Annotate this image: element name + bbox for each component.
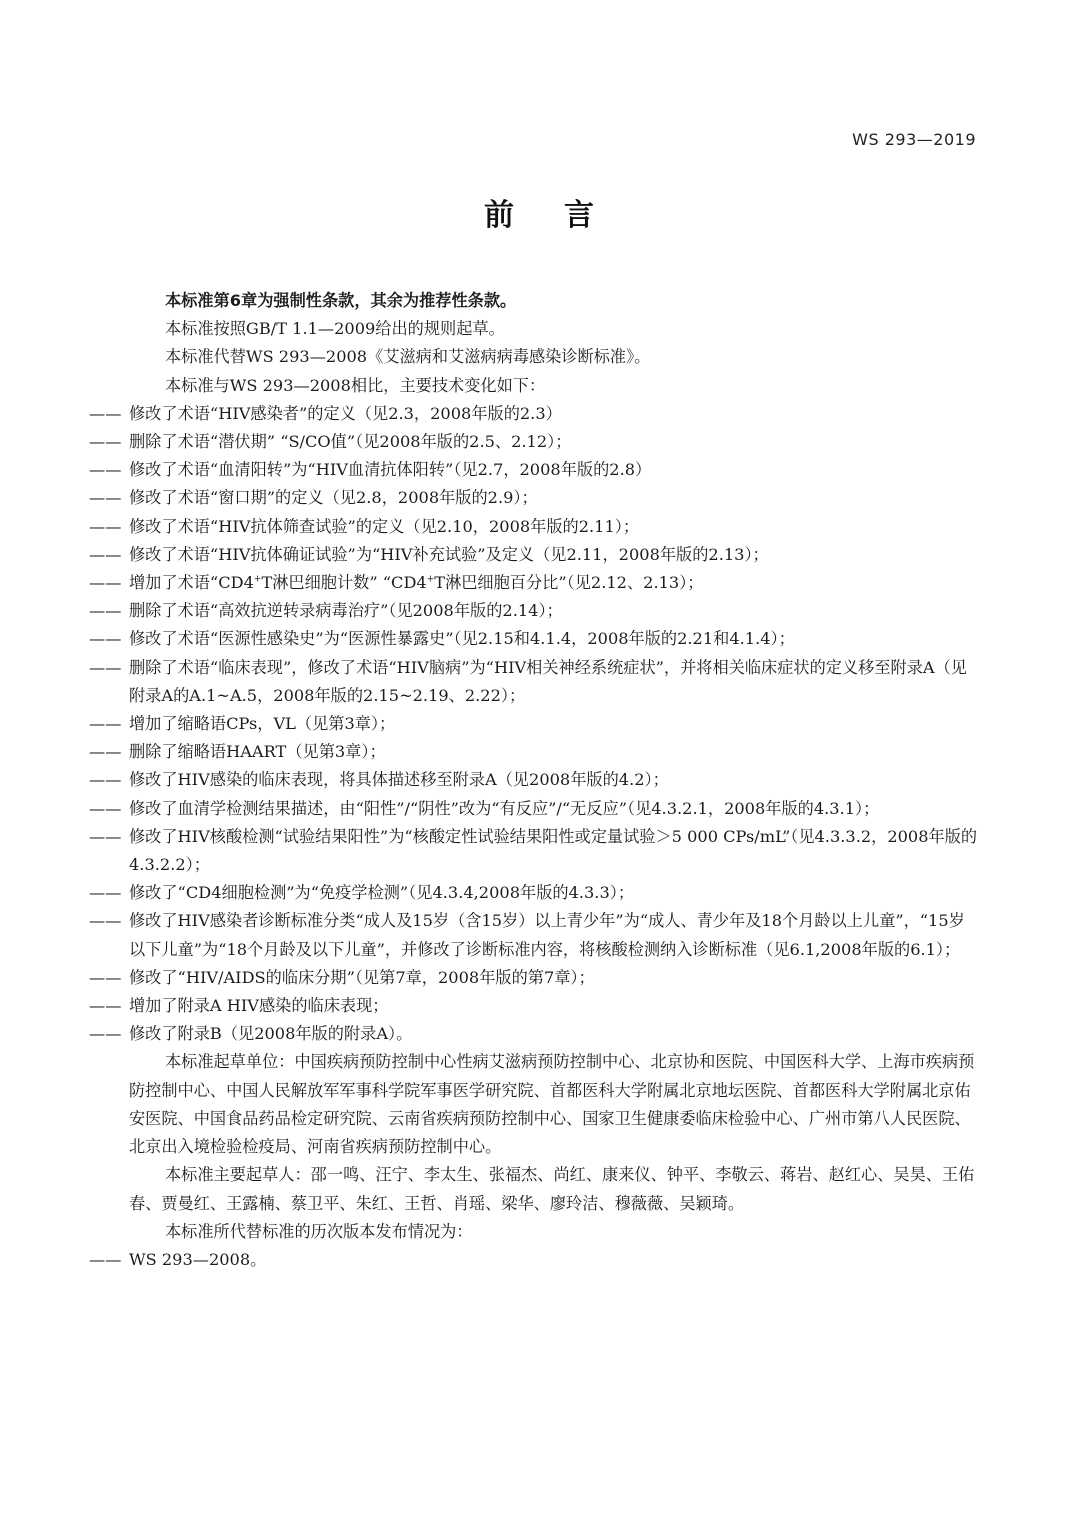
change-item: —— 增加了缩略语CPs，VL（见第3章）； [89, 714, 396, 734]
change-item: —— 修改了术语“HIV感染者”的定义（见2.3，2008年版的2.3） [89, 403, 562, 423]
mandatory-clause-paragraph: 本标准第6章为强制性条款，其余为推荐性条款。 [165, 291, 517, 310]
change-item: —— 修改了“HIV/AIDS的临床分期”（见第7章，2008年版的第7章）； [89, 967, 595, 987]
drafting-rules-paragraph: 本标准按照GB/T 1.1—2009给出的规则起草。 [165, 319, 505, 339]
change-item: —— 修改了术语“医源性感染史”为“医源性暴露史”（见2.15和4.1.4，2008年版的2.21和4.1.4）； [89, 629, 795, 649]
drafters-paragraph: 本标准主要起草人：邵一鸣、汪宁、李太生、张福杰、尚红、康来仪、钟平、李敬云、蒋岩、赵红心、吴昊、王佑春、贾曼红、王露楠、蔡卫平、朱红、王哲、肖瑶、梁华、廖玲洁、穆薇薇、吴颖琦。 [129, 1165, 975, 1213]
change-item: —— 增加了附录A HIV感染的临床表现； [89, 996, 389, 1016]
title-char-2: 言 [564, 198, 596, 233]
page-title [0, 190, 1080, 234]
change-item: —— 删除了术语“高效抗逆转录病毒治疗”（见2008年版的2.14）； [89, 601, 563, 621]
change-item: —— 修改了HIV感染者诊断标准分类“成人及15岁（含15岁）以上青少年”为“成人、青少年及18个月龄以上儿童”，“15岁以下儿童”为“18个月龄及以下儿童”，并修改了诊断标准内容，将核酸检测纳入诊断标准（见6.1,2008年版的6.1）； [89, 911, 965, 959]
change-item: —— 删除了术语“临床表现”，修改了术语“HIV脑病”为“HIV相关神经系统症状”，并将相关临床症状的定义移至附录A（见附录A的A.1~A.5，2008年版的2.15~2.19、2.22）； [89, 657, 967, 705]
change-item: —— 修改了“CD4细胞检测”为“免疫学检测”（见4.3.4,2008年版的4.3.3）； [89, 883, 635, 903]
change-item: —— 修改了血清学检测结果描述，由“阳性”/“阴性”改为“有反应”/“无反应”（见4.3.2.1，2008年版的4.3.1）； [89, 798, 880, 818]
history-intro-paragraph: 本标准所代替标准的历次版本发布情况为： [165, 1221, 473, 1241]
history-item: —— WS 293—2008。 [89, 1249, 267, 1269]
changes-intro-paragraph: 本标准与WS 293—2008相比，主要技术变化如下： [165, 375, 546, 395]
title-char-1: 前 [484, 198, 516, 233]
change-item: —— 删除了术语“潜伏期” “S/CO值”（见2008年版的2.5、2.12）； [89, 432, 572, 452]
change-item: —— 修改了术语“血清阳转”为“HIV血清抗体阳转”（见2.7，2008年版的2.8） [89, 460, 652, 480]
change-item: —— 修改了术语“窗口期”的定义（见2.8，2008年版的2.9）； [89, 488, 538, 508]
change-item: —— 修改了HIV核酸检测“试验结果阳性”为“核酸定性试验结果阳性或定量试验＞5 000 CPs/mL”（见4.3.3.2，2008年版的4.3.2.2）； [89, 826, 978, 875]
change-item: —— 修改了HIV感染的临床表现，将具体描述移至附录A（见2008年版的4.2）； [89, 770, 669, 790]
change-item-cd4: —— 增加了术语“CD4+T淋巴细胞计数” “CD4+T淋巴细胞百分比”（见2.12、2.13）； [89, 573, 704, 593]
change-item: —— 删除了缩略语HAART（见第3章）； [89, 742, 386, 762]
document-code: WS 293—2019 [852, 130, 976, 149]
change-item: —— 修改了术语“HIV抗体确证试验”为“HIV补充试验”及定义（见2.11，2008年版的2.13）； [89, 544, 769, 564]
change-item: —— 修改了术语“HIV抗体筛查试验”的定义（见2.10，2008年版的2.11）； [89, 516, 640, 536]
replacement-paragraph: 本标准代替WS 293—2008《艾滋病和艾滋病病毒感染诊断标准》。 [165, 347, 651, 367]
foreword-body [89, 287, 981, 1274]
change-item: —— 修改了附录B（见2008年版的附录A）。 [89, 1024, 413, 1044]
drafting-units-paragraph: 本标准起草单位：中国疾病预防控制中心性病艾滋病预防控制中心、北京协和医院、中国医科大学、上海市疾病预防控制中心、中国人民解放军军事科学院军事医学研究院、首都医科大学附属北京地坛医院、首都医科大学附属北京佑安医院、中国食品药品检定研究院、云南省疾病预防控制中心、国家卫生健康委临床检验中心、广州市第八人民医院、北京出入境检验检疫局、河南省疾病预防控制中心。 [129, 1052, 975, 1157]
